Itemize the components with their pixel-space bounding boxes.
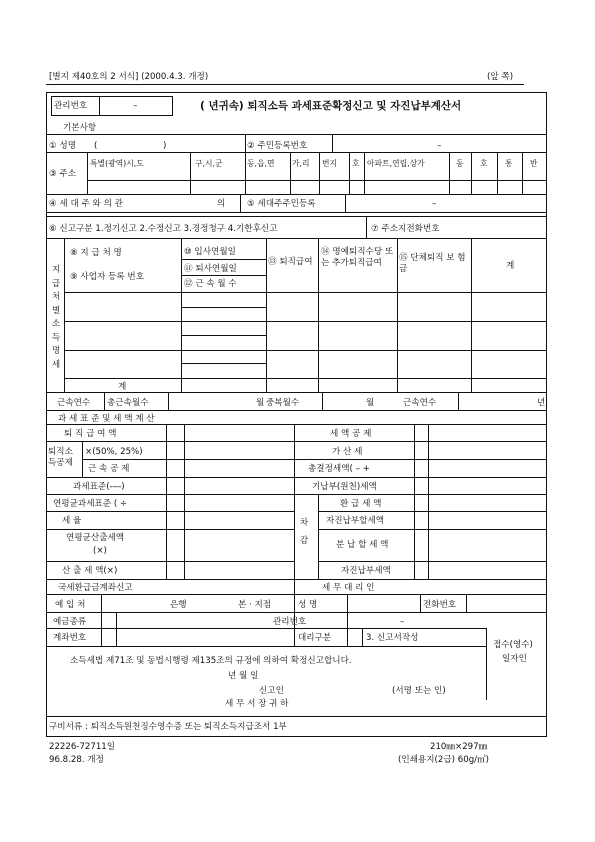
payer-side-label: 지급처별소득명세	[51, 265, 61, 370]
addr-col-ri: 가,리	[292, 159, 310, 168]
annual-tax-base-label: 연평균과세표준 ( ÷	[53, 499, 128, 509]
signature-note: (서명 또는 인)	[392, 686, 446, 696]
rrn-label: ② 주민등록번호	[247, 141, 308, 151]
mgmt-number-dash: –	[133, 101, 138, 111]
mgmt-number-label: 관리번호	[54, 101, 88, 111]
name-close-paren: )	[163, 141, 167, 151]
payer-name-header: ⑧ 지 급 처 명	[70, 248, 122, 258]
deposit-label: 예 입 처	[55, 600, 86, 610]
extra-pay-header: ⑭ 명예퇴직수당 또는 추가퇴직급여	[321, 247, 394, 268]
addr-col-apt-ho: 호	[480, 159, 488, 168]
tax-deduction-label: 세 액 공 제	[330, 429, 372, 439]
receipt-stamp-label: 접수(영수)	[493, 640, 533, 650]
tax-office-head: 세 무 서 장 귀 하	[225, 699, 289, 709]
dup-months-unit: 월	[366, 398, 375, 408]
addr-col-bunji: 번지	[322, 159, 338, 168]
form-reference: [별지 제40호의 2 서식] (2000.4.3. 개정)	[49, 72, 209, 82]
basic-section-label: 기본사항	[63, 123, 97, 133]
self-pay-tax-label: 자진납부할세액	[326, 516, 385, 526]
rrn-dash: –	[437, 141, 442, 151]
annual-calc-tax-label: 연평균산출세액	[66, 533, 125, 543]
name-open-paren: (	[94, 141, 98, 151]
total-decided-tax-label: 총결정세액( – +	[308, 464, 370, 474]
self-paid-tax-label: 자진납부세액	[341, 566, 391, 576]
total-months-unit: 월	[256, 398, 265, 408]
service-months-header: ⑫ 근 속 월 수	[184, 279, 237, 289]
deduction-side-label: 차감	[299, 518, 309, 546]
dup-months-label: 중복월수	[266, 398, 300, 408]
address-phone-label: ⑦ 주소지전화번호	[371, 224, 440, 234]
receipt-date-label: 일자인	[502, 654, 527, 664]
payer-total-row: 계	[118, 382, 127, 392]
bank-unit: 은행	[170, 600, 187, 610]
account-number-label: 계좌번호	[53, 633, 87, 643]
household-relation-label: ④ 세 대 주 와 의 관	[49, 199, 123, 209]
paper-size: 210㎜×297㎜	[430, 742, 488, 752]
tax-base-label: 과세표준(-―)	[73, 482, 125, 492]
reporter-label: 신고인	[259, 686, 284, 696]
agent-mgmt-dash: –	[400, 617, 405, 627]
service-years-label: 근속연수	[57, 398, 91, 408]
address-label: ③ 주소	[49, 169, 77, 179]
paper-spec: (인쇄용지(2급) 60g/㎡)	[398, 755, 489, 765]
tax-agent-section: 세 무 대 리 인	[322, 583, 375, 593]
addr-col-ban: 반	[530, 159, 538, 168]
addr-col-sigungu: 구,시,군	[195, 159, 223, 168]
deposit-type-tail: 관리번호	[273, 617, 307, 627]
addr-col-tong: 통	[505, 159, 513, 168]
addr-col-dong: 동,읍,면	[247, 159, 275, 168]
household-relation-tail: 의	[217, 199, 226, 209]
refund-account-section: 국세환급금계좌신고	[58, 583, 133, 593]
agent-prep-option: 3. 신고서작성	[366, 633, 419, 643]
addr-col-apt: 아파트,연립,상가	[367, 159, 425, 168]
calc-section-label: 과 세 표 준 및 세 액 계 산	[58, 414, 155, 424]
refund-tax-label: 환 급 세 액	[340, 499, 382, 509]
annual-calc-times: (×)	[93, 546, 107, 556]
additional-tax-label: 가 산 세	[332, 447, 363, 457]
filing-type: ⑥ 신고구분 1.정기신고 2.수정신고 3.경정청구 4.기한후신고	[49, 224, 278, 234]
addr-col-apt-dong: 동	[456, 159, 464, 168]
biz-no-header: ⑨ 사업자 등록 번호	[70, 272, 145, 282]
agent-phone-label: 전화번호	[423, 600, 457, 610]
declaration-text: 소득세법 제71조 및 동법시행령 제135조의 규정에 의하여 확정신고합니다.	[70, 656, 352, 666]
retire-pay-header: ⑬ 퇴직급여	[268, 257, 313, 267]
service-deduction-label: 근 속 공 제	[88, 464, 130, 474]
payer-total-col-header: 계	[506, 261, 515, 271]
service-years-label-2: 근속연수	[403, 398, 437, 408]
total-service-months-label: 총근속월수	[107, 398, 149, 408]
name-label: ① 성명	[49, 141, 77, 151]
leave-date-header: ⑪ 퇴사연월일	[184, 264, 237, 274]
form-title: ( 년귀속) 퇴직소득 과세표준확정신고 및 자진납부계산서	[200, 100, 462, 112]
tax-rate-label: 세 율	[62, 516, 82, 526]
deduction-percent: ×(50%, 25%)	[85, 447, 143, 457]
branch-unit: 본 · 지점	[238, 600, 272, 610]
form-revised: 96.8.28. 개정	[49, 755, 104, 765]
householder-rrn-label: ⑤ 세대주주민등록	[247, 199, 316, 209]
retire-amount-label: 퇴 직 급 여 액	[64, 429, 117, 439]
declaration-date: 년 월 일	[228, 671, 259, 681]
income-deduction-label: 퇴직소득공제	[48, 447, 73, 468]
form-code: 22226-72711일	[49, 742, 116, 752]
addr-col-ho: 호	[352, 159, 360, 168]
agent-class-label: 대리구분	[298, 633, 332, 643]
calc-tax-label: 산 출 세 액(×)	[62, 566, 118, 576]
group-retire-header: ⑮ 단체퇴직 보 험 금	[399, 253, 466, 274]
installment-tax-label: 분 납 할 세 액	[336, 540, 389, 550]
join-date-header: ⑩ 입사연월일	[184, 247, 236, 257]
page-side: (앞 쪽)	[487, 72, 514, 82]
addr-col-sido: 특별(광역)시,도	[90, 159, 144, 168]
service-years-unit: 년	[537, 398, 546, 408]
attachments-note: 구비서류 : 퇴직소득원천징수영수증 또는 퇴직소득지급조서 1부	[49, 722, 287, 732]
deposit-type-label: 예금종류	[53, 617, 87, 627]
agent-name-label: 성 명	[298, 600, 318, 610]
prepaid-tax-label: 기납부(원천)세액	[312, 482, 377, 492]
householder-rrn-dash: –	[432, 199, 437, 209]
